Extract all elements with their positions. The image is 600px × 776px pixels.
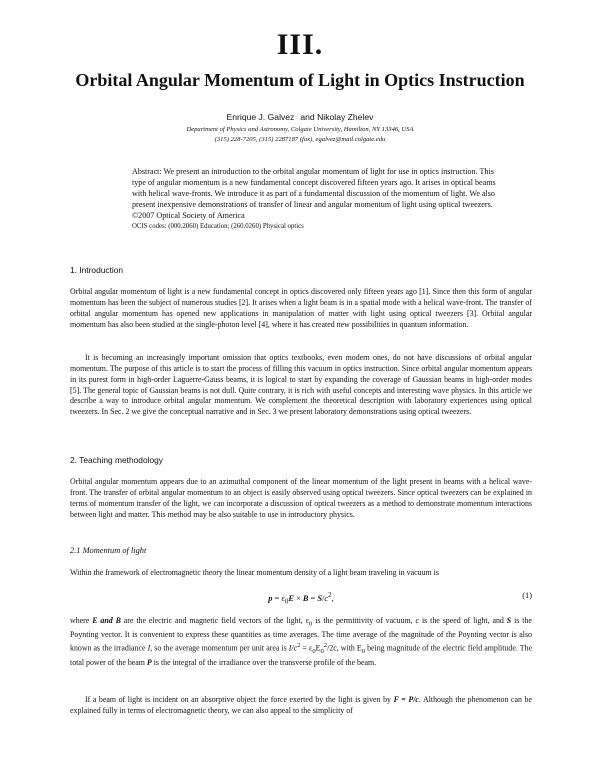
section-body — [70, 477, 532, 520]
paragraph: Orbital angular momentum appears due to an azimuthal component of the linear momentum of the light present in beams with a helical wave-front. The transfer of orbital angular momentum to an object is easily observed using optical tweezers. Since optical tweezers can be explained in terms of momentum transfer of the light, we can incorporate a discussion of optical tweezers as a method to demonstrate momentum interactions between light and matter. This method may be also suitable to use in introductory physics. — [70, 477, 532, 519]
abstract-text: Abstract: We present an introduction to the orbital angular momentum of light for use in optics instruction. This type of angular momentum is a new fundamental concept discovered fifteen years ago. It arises in optical beams with helical wave-fronts. We introduce it as part of a fundamental discussion of the momentum of light. We also present inexpensive demonstrations of transfer of linear and angular momentum of light using optical tweezers. — [132, 167, 496, 209]
author-name: Nikolay Zhelev — [317, 112, 374, 122]
subsection-heading: 2.1 Momentum of light — [70, 546, 147, 555]
chapter-numeral: III. — [276, 28, 324, 61]
section-body — [70, 568, 532, 579]
equation-expression: $p = \varepsilon_0E \times B = S/c^2$, — [268, 591, 334, 606]
section-heading: 2. Teaching methodology — [70, 455, 163, 465]
equation-number: (1) — [522, 591, 532, 600]
paragraph: If a beam of light is incident on an absorptive object the force exerted by the light is given by F = P/c. Although the phenomenon can be explained fully in terms of electromagnetic theory, we can also appeal to the simplicity of — [70, 695, 532, 715]
author-name: Enrique J. Galvez — [226, 112, 295, 122]
paragraph: It is becoming an increasingly important omission that optics textbooks, even modern ones, do not have discussions of orbital angular momentum. The purpose of this article is to start the process of filling this vacuum in optics instruction. Since orbital angular momentum appears in its purest form in high-order Laguerre-Gauss beams, it is logical to start by expanding the coverage of Gaussian beams in high-order modes [5]. The general topic of Gaussian beams is not dull. Quite contrary, it is rich with useful concepts and interesting wave physics. In this article we describe a way to introduce orbital angular momentum. We complement the theoretical description with laboratory experiences using optical tweezers. In Sec. 2 we give the conceptual narrative and in Sec. 3 we present laboratory demonstrations using optical tweezers. — [70, 353, 532, 417]
section-body — [70, 616, 532, 669]
section-body — [70, 353, 532, 418]
paragraph: Within the framework of electromagnetic theory the linear momentum density of a light beam traveling in vacuum is — [70, 568, 439, 577]
paragraph: where E and B are the electric and magnetic field vectors of the light, $\varepsilon_0$ is the permittivity of vacuum, c is the speed of light, and S is the Poynting vector. It is convenient to express these quantities as time averages. The time average of the magnitude of the Poynting vector is also known as the irradiance I, so the average momentum per unit area is $I/c^2 = \varepsilon_0E_0^2/2c$, with $E_0$ being magnitude of the electric field amplitude. The total power of the beam P is the integral of the irradiance over the transverse profile of the beam. — [70, 616, 533, 668]
section-body — [70, 287, 532, 330]
section-body — [70, 695, 532, 717]
author-list: Enrique J. Galvez and Nikolay Zhelev — [226, 112, 374, 122]
paragraph: Orbital angular momentum of light is a new fundamental concept in optics discovered only fifteen years ago [1]. Since then this form of angular momentum has been the subject of numerous studies [2]. It arises when a light beam is in a spatial mode with a helical wave-front. The transfer of orbital angular momentum has opened new applications in manipulation of matter with light using optical tweezers [3]. Orbital angular momentum has also been studied at the single-photon level [4], where it has created new possibilities in quantum information. — [70, 287, 532, 329]
section-heading: 1. Introduction — [70, 265, 124, 275]
affiliation-line: Department of Physics and Astronomy, Colgate University, Hamilton, NY 13346, USA — [186, 126, 414, 133]
ocis-codes: OCIS codes: (000.2060) Education; (260.0260) Physical optics — [132, 222, 304, 230]
paper-title: Orbital Angular Momentum of Light in Optics Instruction — [75, 70, 525, 90]
affiliation — [0, 125, 600, 145]
abstract — [132, 167, 508, 232]
copyright-line: ©2007 Optical Society of America — [132, 210, 245, 220]
equation-1 — [70, 591, 532, 606]
affiliation-contact: (315) 228-7205, (315) 2287187 (fax), egalvez@mail.colgate.edu — [214, 136, 386, 143]
